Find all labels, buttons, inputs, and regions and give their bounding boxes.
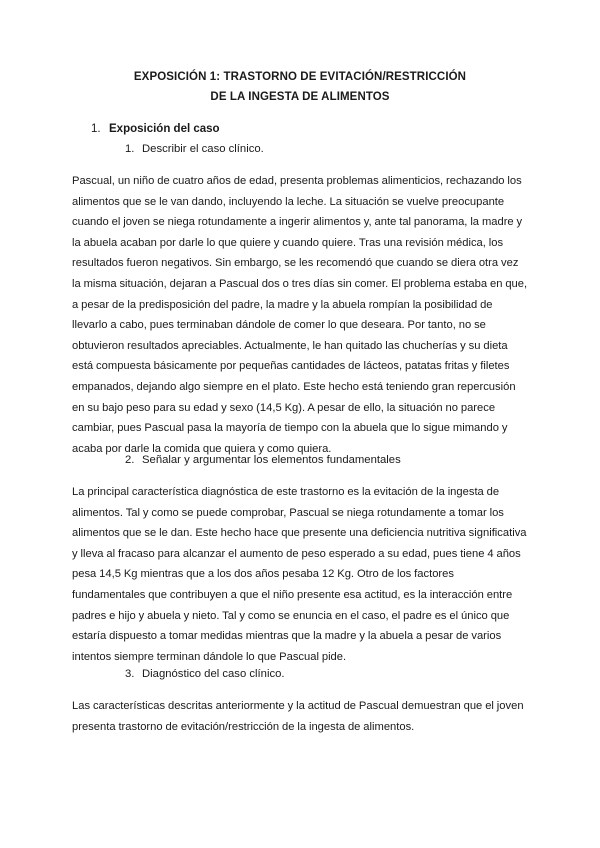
paragraph-line: la misma situación, dejaran a Pascual dos o tres días sin comer. El problema estaba en que, [72,277,528,290]
subitem-heading [125,668,285,680]
subitem-heading [125,454,401,466]
paragraph-line: padres e hijo y abuela y nieto. Tal y como se enuncia en el caso, el padre es el único que [72,609,510,622]
subitem-label: Diagnóstico del caso clínico. [142,668,285,680]
paragraph-line: presenta trastorno de evitación/restricción de la ingesta de alimentos. [72,720,415,733]
paragraph-line: Pascual, un niño de cuatro años de edad, presenta problemas alimenticios, rechazando los [72,175,522,187]
paragraph-diagnosis [72,696,530,737]
paragraph-line: está compuesta básicamente por pequeñas cantidades de lácteos, patatas fritas y filetes [72,360,510,373]
section-label: Exposición del caso [109,123,220,135]
paragraph-line: fundamentales que contribuyen a que el niño presente esa actitud, es la interacción entre [72,588,513,601]
paragraph-case-description [72,171,530,459]
paragraph-line: resultados fueron negativos. Sin embargo, se les recomendó que cuando se diera otra vez [72,257,519,270]
section-heading [91,123,220,135]
paragraph-line: y lleva al fracaso para alcanzar el aumento de peso esperado a su edad, pues tiene 4 años [72,547,521,560]
paragraph-line: llevarlo a cabo, pues terminaban dándole de comer lo que deseara. Por tanto, no se [72,319,486,332]
paragraph-line: en su bajo peso para su edad y sexo (14,5 Kg). A pesar de ello, la situación no parece [72,401,496,414]
paragraph-line: La principal característica diagnóstica de este trastorno es la evitación de la ingesta de [72,486,500,498]
subitem-heading [125,143,264,155]
paragraph-line: estaría dispuesto a tomar medidas mientras que la madre y la abuela a pesar de varios [72,630,502,643]
paragraph-line: alimentos. Tal y como se puede comprobar, Pascual se niega rotundamente a tomar los [72,506,504,519]
subitem-number: 2. [125,454,135,466]
paragraph-line: acaba por darle la comida que quiera y como quiera. [72,442,332,455]
paragraph-line: obtuvieron resultados apreciables. Actualmente, le han quitado las chucherías y su dieta [72,339,508,352]
paragraph-line: pesa 14,5 Kg mientras que a los dos años pesaba 12 Kg. Otro de los factores [72,568,454,581]
paragraph-line: Las características descritas anteriormente y la actitud de Pascual demuestran que el joven [72,700,524,712]
subitem-number: 1. [125,143,135,155]
paragraph-line: cambiar, pues Pascual pasa la mayoría de tiempo con la abuela que lo sigue mimando y [72,422,508,435]
paragraph-line: intentos siempre terminan dándole lo que Pascual pide. [72,650,347,663]
document-title-line-1: EXPOSICIÓN 1: TRASTORNO DE EVITACIÓN/RESTRICCIÓN [133,71,467,83]
paragraph-line: cuando el joven se niega rotundamente a ingerir alimentos y, ante tal panorama, la madre y [72,216,523,229]
paragraph-line: alimentos que se le dan. Este hecho hace que presente una deficiencia nutritiva significativa [72,527,527,540]
paragraph-line: empanados, dejando algo siempre en el plato. Este hecho está teniendo gran repercusión [72,380,516,393]
paragraph-line: a pesar de la predisposición del padre, la madre y la abuela rompían la posibilidad de [72,298,493,311]
subitem-number: 3. [125,668,135,680]
paragraph-line: la abuela acaban por darle lo que quiere y cuando quiere. Tras una revisión médica, los [72,236,504,249]
subitem-label: Describir el caso clínico. [142,143,264,155]
subitem-label: Señalar y argumentar los elementos fundamentales [142,454,401,466]
document-title-line-2: DE LA INGESTA DE ALIMENTOS [210,91,390,103]
section-number: 1. [91,123,101,135]
paragraph-line: alimentos que se le van dando, incluyendo la leche. La situación se vuelve preocupante [72,195,505,208]
paragraph-fundamental-elements [72,482,530,667]
